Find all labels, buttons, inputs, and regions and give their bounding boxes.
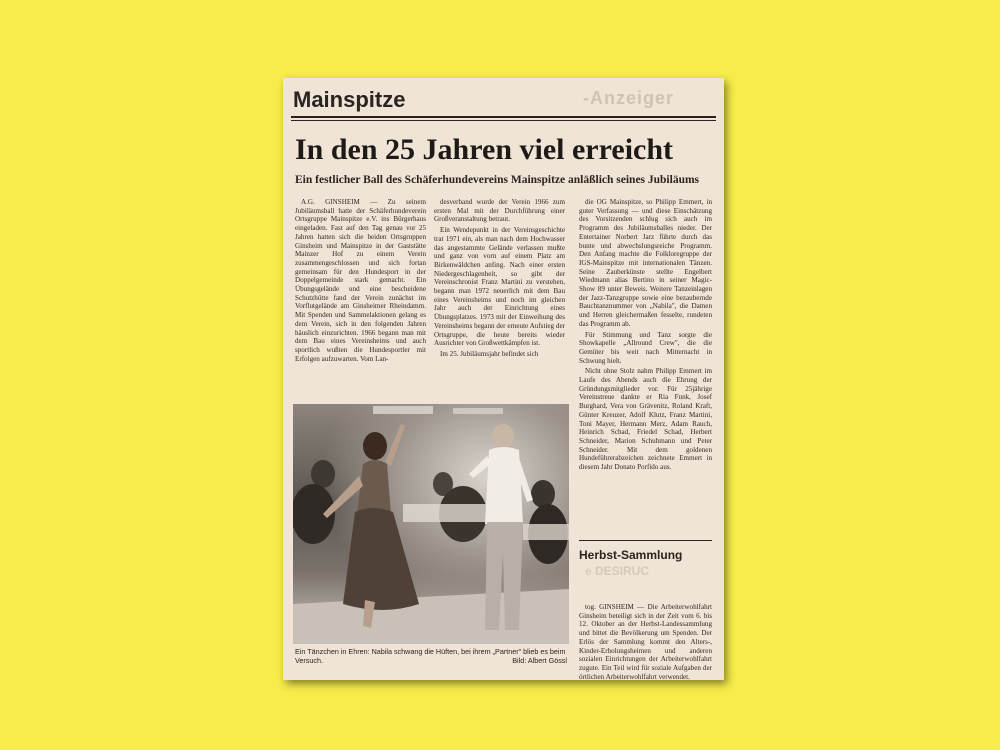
dance-photo	[293, 404, 569, 644]
caption-text: Ein Tänzchen in Ehren: Nabila schwang die Hüften, bei ihrem „Partner" blieb es beim Versuch.	[295, 647, 566, 665]
paragraph: Nicht ohne Stolz nahm Philipp Emmert im Laufe des Abends auch die Ehrung der Gründungsmitglieder vor. Für 25jährige Vereinstreue dankte er Ria Funk, Josef Burghard, Vera von Grävenitz, Roland Kraft, Günter Kreuzer, Adolf Klutz, Franz Martini, Toni Mayer, Hermann Merz, Adam Rauch, Heinrich Schad, Friedel Schad, Herbert Schneider, Marion Schuhmann und Peter Schneider. Mit dem goldenen Hundeführerabzeichen zeichnete Emmert in diesem Jahr Donato Porfido aus.	[579, 367, 712, 472]
photo-illustration	[293, 404, 569, 644]
section-rule	[291, 116, 716, 118]
paragraph: die OG Mainspitze, so Philipp Emmert, in guter Verfassung — und diese Einschätzung des Vorsitzenden schlug sich auch im Programm des Jubiläumsballes nieder. Der Entertainer Norbert Jarz führte durch das bunte und abwechslungsreiche Programm. Den Anfang machte die Folkloregruppe der IGS-Mainspitze mit internationalen Tänzen. Seine Zauberkünste stellte Engelbert Wiedmann alias Bertino in seiner Magic-Show 89 unter Beweis. Weitere Tanzeinlagen der Jazz-Tanzgruppe sowie eine bezaubernde Bauchtanznummer von „Nabila", die Damen und Herren gleichermaßen fesselte, rundeten das Programm ab.	[579, 198, 712, 328]
paragraph: A.G. GINSHEIM — Zu seinem Jubiläumsball hatte der Schäferhundeverein Ortsgruppe Mainspitze e.V. ins Bürgerhaus eingeladen. Fast auf den Tag genau vor 25 Jahren hatten sich die beiden Ortsgruppen Ginsheim und Mainspitze in der Gaststätte Mainzer Hof zu einem Verein zusammengeschlossen und sich fortan gemeinsam für den Hundesport in der Doppelgemeinde stark gemacht. Ein Übungsgelände und eine bescheidene Schutzhütte fand der Verein zunächst im Vorflutgelände am Ginsheimer Rheindamm. Mit Spenden und Sammelaktionen gelang es dem Verein, sich in den folgenden Jahren häuslich einzurichten. 1966 begann man mit dem Bau eines Vereinsheims und auch sportlich wußten die Hundesportler mit Erfolgen aufzuwarten. Vom Lan-	[295, 198, 426, 363]
section-title: Mainspitze	[293, 87, 406, 112]
herbst-headline: Herbst-Sammlung	[579, 548, 683, 562]
paragraph: Im 25. Jubiläumsjahr befindet sich	[440, 349, 539, 358]
photo-credit: Bild: Albert Gössl	[512, 656, 567, 665]
paragraph: tog. GINSHEIM — Die Arbeiterwohlfahrt Ginsheim beteiligt sich in der Zeit vom 6. bis 12. Oktober an der Herbst-Landessammlung und bittet die Bevölkerung um Spenden. Der Erlös der Sammlung kommt den Alters-, Kinder-Erholungsheimen und anderen sozialen Einrichtungen der Arbeiterwohlfahrt zugute. Ein Teil wird für soziale Aufgaben der örtlichen Arbeiterwohlfahrt verwendet.	[579, 603, 712, 680]
article-headline: In den 25 Jahren viel erreicht	[295, 133, 674, 166]
article-column-1	[295, 198, 426, 363]
paragraph: Für Stimmung und Tanz sorgte die Showkapelle „Allround Crew", die die Gemüter bis weit nach Mitternacht in Schwung hielt.	[579, 330, 712, 365]
paragraph: desverband wurde der Verein 1966 zum ersten Mal mit der Durchführung einer Großveranstaltung betraut.	[434, 198, 565, 224]
article-column-2	[434, 198, 565, 359]
bleed-through-text: e DESIRUC	[585, 564, 650, 578]
newspaper-clipping	[283, 78, 724, 680]
herbst-column	[579, 603, 712, 680]
photo-caption	[295, 647, 567, 665]
article-column-3	[579, 198, 712, 472]
section-rule-thin	[291, 120, 716, 121]
herbst-rule	[579, 540, 712, 541]
paragraph: Ein Wendepunkt in der Vereinsgeschichte trat 1971 ein, als man nach dem Hochwasser das angestammte Gelände verlassen mußte und ganz von vorn auf einem Platz am Birkenwäldchen anfing. Nach einer ersten Niedergeschlagenheit, so gibt der Vereinschronist Franz Martini zu verstehen, begann man 1972 neuerlich mit dem Bau eines Vereinsheims und noch im gleichen Jahr auch der Einrichtung eines Übungsplatzes. 1973 mit der Einweihung des Vereinsheims begann der erneute Aufstieg der Ortsgruppe, die heute bereits wieder Ausrichter von Großwettkämpfen ist.	[434, 226, 565, 348]
bleed-through-header: -Anzeiger	[583, 88, 675, 108]
article-subheadline: Ein festlicher Ball des Schäferhundevereins Mainspitze anläßlich seines Jubiläums	[295, 174, 700, 186]
